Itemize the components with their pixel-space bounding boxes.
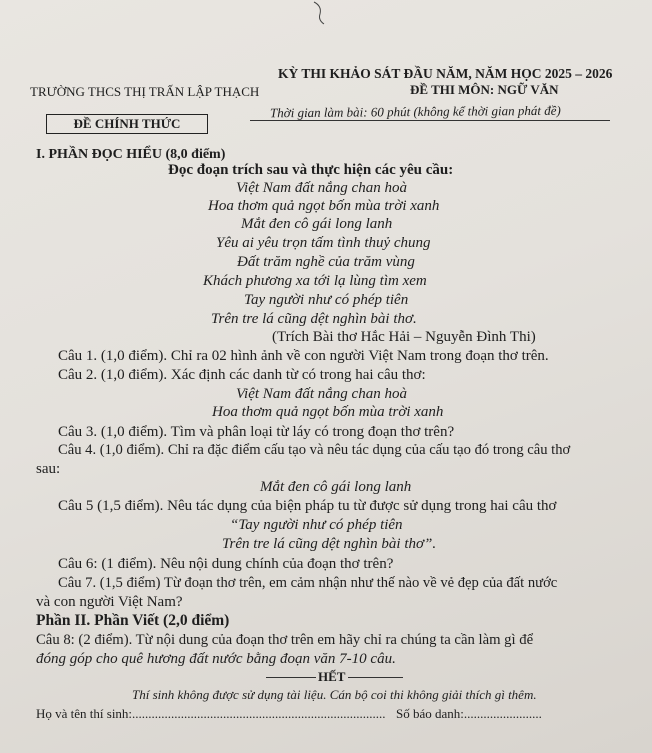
candidate-name-line bbox=[36, 706, 386, 722]
candidate-name-dots: .............................................................................. bbox=[132, 706, 386, 721]
question-3: Câu 3. (1,0 điểm). Tìm và phân loại từ láy có trong đoạn thơ trên? bbox=[58, 424, 455, 440]
question-6: Câu 6: (1 điểm). Nêu nội dung chính của đoạn thơ trên? bbox=[58, 556, 394, 572]
exam-title: KỲ THI KHẢO SÁT ĐẦU NĂM, NĂM HỌC 2025 – 2026 bbox=[278, 66, 613, 81]
footer-note: Thí sinh không được sử dụng tài liệu. Cán bộ coi thi không giải thích gì thêm. bbox=[132, 687, 537, 702]
question-7: Câu 7. (1,5 điểm) Từ đoạn thơ trên, em cảm nhận như thế nào về vẻ đẹp của đất nước bbox=[58, 575, 558, 591]
part1-instruction: Đọc đoạn trích sau và thực hiện các yêu cầu: bbox=[168, 162, 454, 178]
part1-title: I. PHẦN ĐỌC HIỂU (8,0 điểm) bbox=[36, 147, 226, 162]
candidate-name-label: Họ và tên thí sinh: bbox=[36, 706, 133, 721]
question-5-line: “Tay người như có phép tiên bbox=[230, 517, 403, 533]
poem-line: Việt Nam đất nắng chan hoà bbox=[236, 180, 407, 196]
part2-title: Phần II. Phần Viết (2,0 điểm) bbox=[36, 612, 230, 629]
question-1: Câu 1. (1,0 điểm). Chỉ ra 02 hình ảnh về con người Việt Nam trong đoạn thơ trên. bbox=[58, 348, 549, 364]
pen-mark-icon bbox=[300, 0, 340, 30]
exam-time: Thời gian làm bài: 60 phút (không kể thời gian phát đề) bbox=[269, 102, 561, 121]
question-8-text: Câu 8: (2 điểm). Từ nội dung của đoạn thơ trên em hãy chỉ ra chúng ta cần làm gì để bbox=[36, 632, 534, 648]
question-4-cont: sau: bbox=[36, 461, 61, 477]
candidate-id-line bbox=[396, 706, 542, 722]
poem-source: (Trích Bài thơ Hắc Hải – Nguyễn Đình Thi) bbox=[272, 329, 536, 345]
official-badge: ĐỀ CHÍNH THỨC bbox=[46, 114, 208, 134]
question-2: Câu 2. (1,0 điểm). Xác định các danh từ có trong hai câu thơ: bbox=[58, 367, 426, 383]
question-2-line: Hoa thơm quả ngọt bốn mùa trời xanh bbox=[212, 404, 444, 420]
school-name: TRƯỜNG THCS THỊ TRẤN LẬP THẠCH bbox=[30, 84, 260, 99]
question-8 bbox=[36, 632, 533, 649]
question-5: Câu 5 (1,5 điểm). Nêu tác dụng của biện pháp tu từ được sử dụng trong hai câu thơ bbox=[58, 498, 557, 514]
end-rule-right bbox=[348, 677, 403, 678]
question-7-cont: và con người Việt Nam? bbox=[36, 594, 183, 610]
question-8-cont: đóng góp cho quê hương đất nước bằng đoạn văn 7-10 câu. bbox=[36, 651, 396, 667]
header-rule bbox=[250, 120, 610, 121]
poem-line: Trên tre lá cũng dệt nghìn bài thơ. bbox=[211, 311, 417, 327]
candidate-id-label: Số báo danh: bbox=[396, 706, 464, 721]
question-4: Câu 4. (1,0 điểm). Chỉ ra đặc điểm cấu tạo và nêu tác dụng của cấu tạo đó trong câu thơ bbox=[58, 442, 571, 458]
question-2-line: Việt Nam đất nắng chan hoà bbox=[236, 386, 407, 402]
poem-line: Khách phương xa tới lạ lùng tìm xem bbox=[203, 273, 427, 289]
exam-subject: ĐỀ THI MÔN: NGỮ VĂN bbox=[410, 82, 559, 97]
end-marker: HẾT bbox=[318, 669, 346, 684]
question-5-line: Trên tre lá cũng dệt nghìn bài thơ”. bbox=[222, 536, 437, 552]
poem-line: Đất trăm nghề của trăm vùng bbox=[237, 254, 415, 270]
poem-line: Mắt đen cô gái long lanh bbox=[241, 216, 393, 232]
poem-line: Hoa thơm quả ngọt bốn mùa trời xanh bbox=[208, 198, 440, 214]
candidate-id-dots: ........................ bbox=[463, 706, 542, 721]
poem-line: Yêu ai yêu trọn tấm tình thuỷ chung bbox=[216, 235, 431, 251]
end-rule-left bbox=[266, 677, 316, 678]
question-4-line: Mắt đen cô gái long lanh bbox=[260, 479, 412, 495]
poem-line: Tay người như có phép tiên bbox=[244, 292, 409, 308]
